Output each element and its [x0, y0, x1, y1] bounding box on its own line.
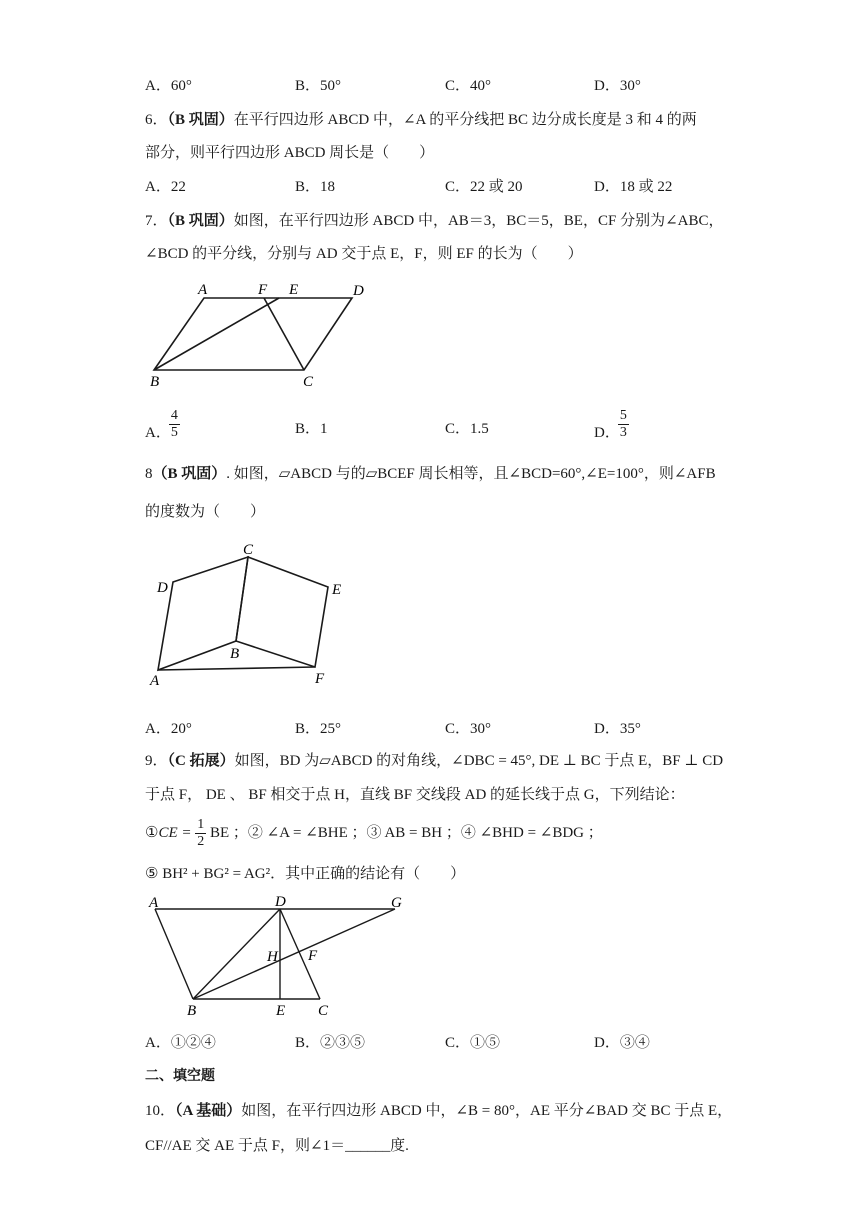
q9-option-d: D．③④ [594, 1035, 650, 1051]
q9-label-e: E [276, 1003, 286, 1019]
q9-label-d: D [275, 894, 286, 910]
q9-option-a: A．①②④ [145, 1035, 216, 1051]
q8-label-f: F [315, 671, 325, 687]
q5-option-b: B．50° [295, 78, 342, 94]
q8-option-d: D．35° [594, 721, 641, 737]
q6-stem-line1: 6．（B 巩固）在平行四边形 ABCD 中，∠A 的平分线把 BC 边分成长度是 3 和 4 的两 [145, 112, 697, 128]
q7-option-b: B．1 [295, 421, 328, 437]
q8-option-a: A．20° [145, 721, 192, 737]
q8-label-d: D [157, 580, 168, 596]
q6-option-c: C．22 或 20 [445, 179, 523, 195]
q6-option-b: B．18 [295, 179, 336, 195]
q8-figure [145, 540, 365, 690]
q9-stem-line2: 于点 F， DE 、 BF 相交于点 H，直线 BF 交线段 AD 的延长线于点 G，下列结论： [145, 787, 685, 803]
q5-option-c: C．40° [445, 78, 492, 94]
q9-label-b: B [187, 1003, 197, 1019]
q8-label-c: C [243, 542, 254, 558]
q8-stem-line1: 8（B 巩固）. 如图，▱ABCD 与的▱BCEF 周长相等，且∠BCD=60°,∠E=100°，则∠AFB [145, 466, 716, 482]
q7-label-e: E [289, 282, 299, 298]
q7-option-d: D． $\frac{5}{3}$ [594, 408, 627, 441]
q10-stem-line2: CF//AE 交 AE 于点 F，则∠1＝______度. [145, 1138, 409, 1154]
q9-figure [145, 893, 415, 1023]
q10-stem-line1: 10．（A 基础）如图，在平行四边形 ABCD 中，∠B = 80°，AE 平分∠BAD 交 BC 于点 E， [145, 1103, 733, 1119]
q9-label-c: C [318, 1003, 329, 1019]
q9-stem-line3: ①CE = $\frac{1}{2}$ BE ；② ∠A = ∠BHE ；③ AB = BH ；④ ∠BHD = ∠BDG ； [145, 817, 603, 849]
q8-label-b: B [230, 646, 240, 662]
q7-figure [140, 278, 380, 393]
q8-label-a: A [150, 673, 160, 689]
q6-stem-line2: 部分，则平行四边形 ABCD 周长是（ ） [145, 145, 435, 161]
q5-option-a: A．60° [145, 78, 192, 94]
q8-stem-line2: 的度数为（ ） [145, 504, 266, 520]
q5-option-d: D．30° [594, 78, 641, 94]
q7-label-d: D [353, 283, 364, 299]
q7-label-a: A [198, 282, 208, 298]
q7-label-c: C [303, 374, 314, 390]
q8-option-c: C．30° [445, 721, 492, 737]
q9-option-c: C．①⑤ [445, 1035, 501, 1051]
q9-label-h: H [267, 949, 278, 965]
q7-label-b: B [150, 374, 160, 390]
q8-label-e: E [332, 582, 342, 598]
section-heading: 二、填空题 [145, 1068, 215, 1084]
q7-label-f: F [258, 282, 268, 298]
q9-label-f: F [308, 948, 318, 964]
q9-stem-line4: ⑤ BH² + BG² = AG²．其中正确的结论有（ ） [145, 866, 466, 882]
q9-label-a: A [149, 895, 159, 911]
q9-stem-line1: 9．（C 拓展）如图，BD 为▱ABCD 的对角线，∠DBC = 45°, DE ⊥ BC 于点 E，BF ⊥ CD [145, 753, 724, 769]
q7-option-c: C．1.5 [445, 421, 489, 437]
q8-option-b: B．25° [295, 721, 342, 737]
q6-option-a: A．22 [145, 179, 186, 195]
q7-option-a: A． $\frac{4}{5}$ [145, 408, 178, 441]
q9-label-g: G [391, 895, 402, 911]
q6-option-d: D．18 或 22 [594, 179, 673, 195]
q7-stem-line1: 7．（B 巩固）如图，在平行四边形 ABCD 中，AB＝3，BC＝5，BE，CF 分别为∠ABC， [145, 213, 724, 229]
q7-stem-line2: ∠BCD 的平分线，分别与 AD 交于点 E，F，则 EF 的长为（ ） [145, 246, 583, 262]
q9-option-b: B．②③⑤ [295, 1035, 366, 1051]
